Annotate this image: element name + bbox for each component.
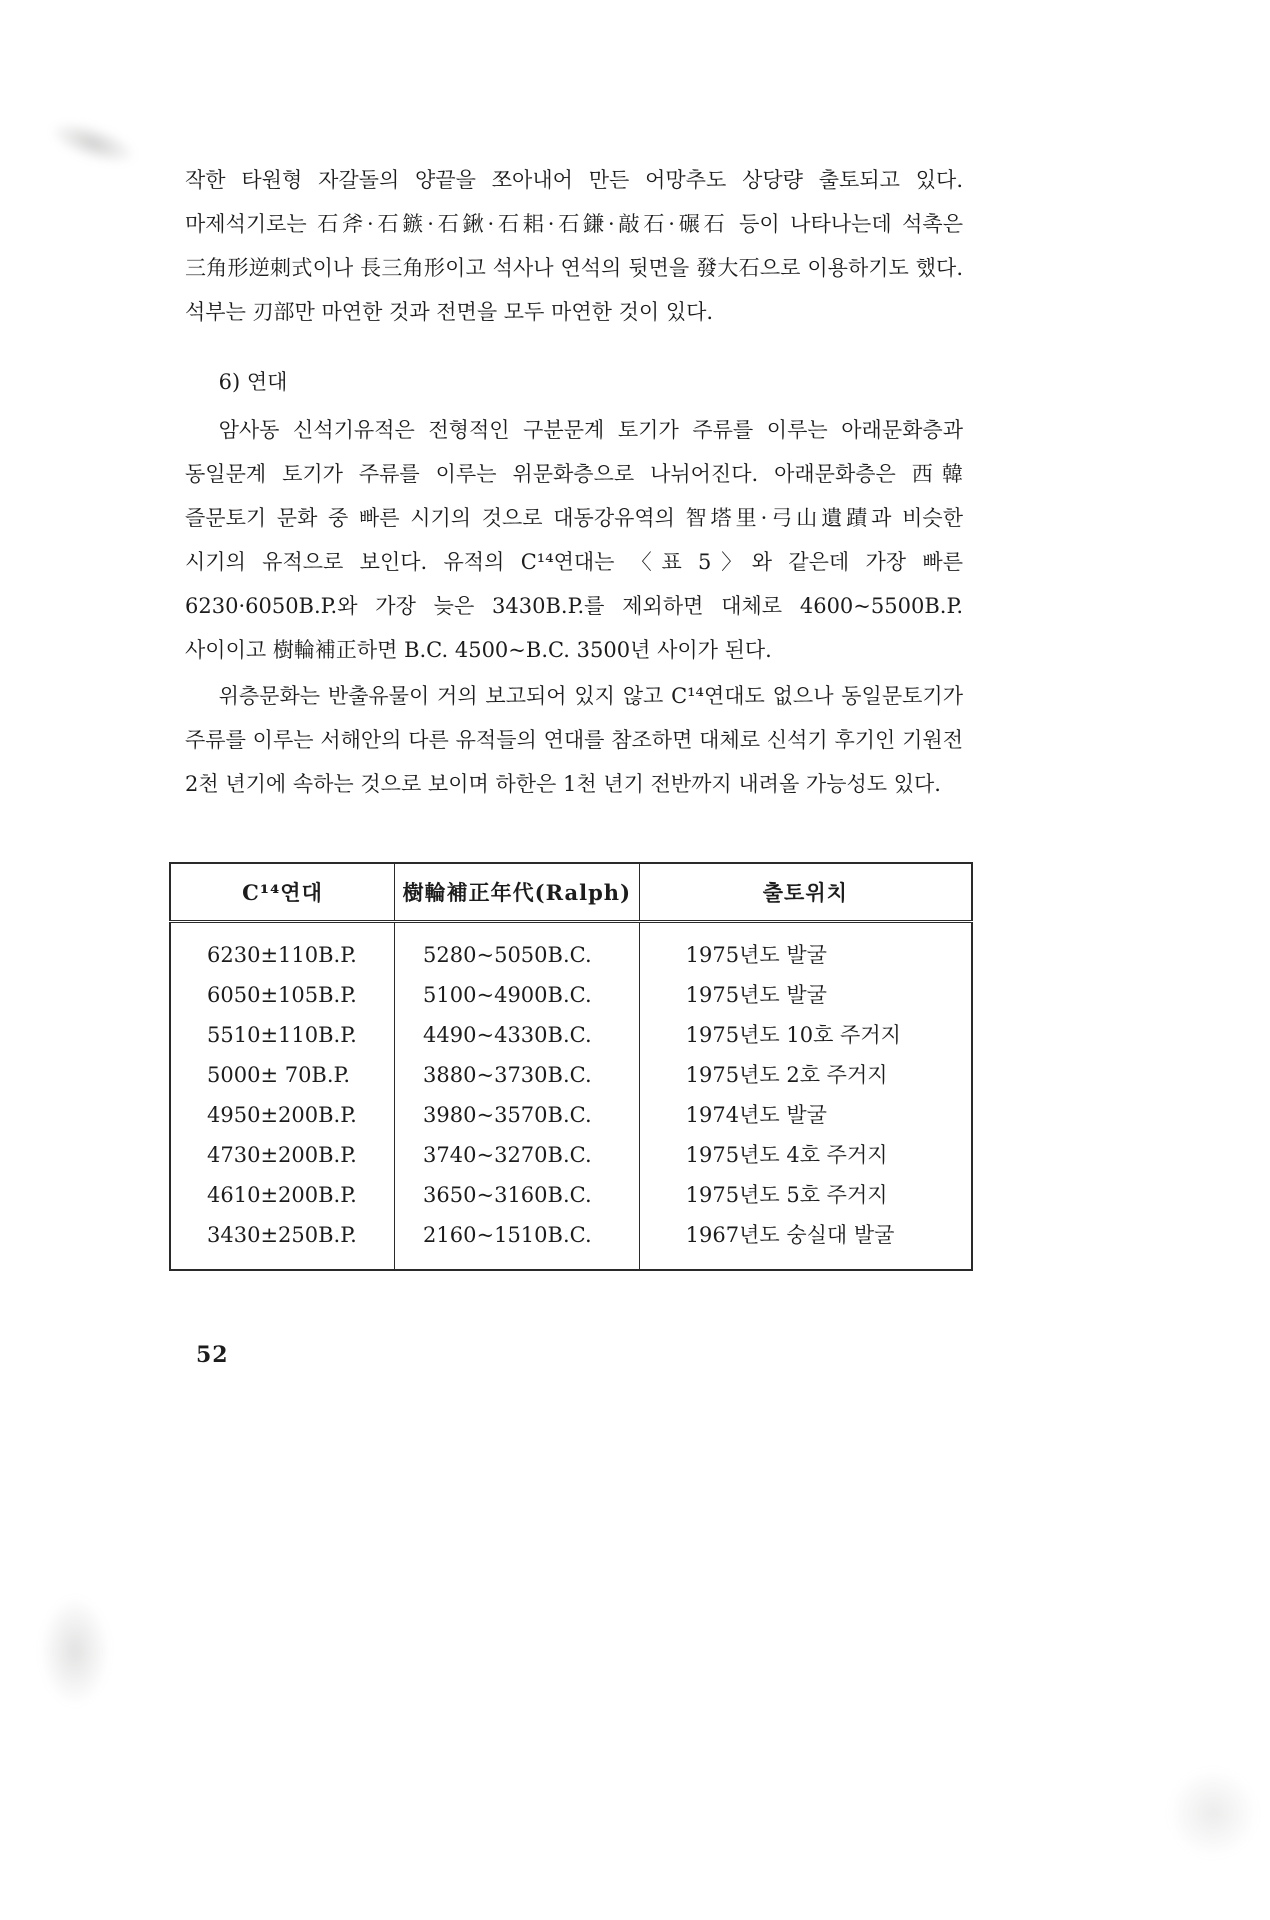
table-header-excavation-location: 출토위치 [639, 863, 972, 922]
cell-corrected-date: 3880~3730B.C. [395, 1055, 640, 1095]
page-content [185, 158, 963, 1271]
cell-c14-date: 5000± 70B.P. [170, 1055, 395, 1095]
page-number: 52 [196, 1342, 229, 1368]
paragraph-upper-culture-layer: 위층문화는 반출유물이 거의 보고되어 있지 않고 C¹⁴연대도 없으나 동일문토기가 주류를 이루는 서해안의 다른 유적들의 연대를 참조하면 대체로 신석기 후기인 기원전 2천 년기에 속하는 것으로 보이며 하한은 1천 년기 전반까지 내려올 가능성도 있다. [185, 684, 963, 796]
paragraph-lower-culture-layer: 암사동 신석기유적은 전형적인 구분문계 토기가 주류를 이루는 아래문화층과 동일문계 토기가 주류를 이루는 위문화층으로 나뉘어진다. 아래문화층은 西韓 즐문토기 문화 중 빠른 시기의 것으로 대동강유역의 智塔里·弓山遺蹟과 비슷한 시기의 유적으로 보인다. 유적의 C¹⁴연대는 〈표 5〉와 같은데 가장 빠른 6230·6050B.P.와 가장 늦은 3430B.P.를 제외하면 대체로 4600~5500B.P. 사이이고 樹輪補正하면 B.C. 4500~B.C. 3500년 사이가 된다. [185, 418, 963, 662]
cell-location: 1975년도 2호 주거지 [685, 1063, 888, 1087]
cell-c14-date: 3430±250B.P. [170, 1215, 395, 1270]
cell-location: 1974년도 발굴 [685, 1103, 827, 1127]
table-row [170, 1015, 972, 1055]
cell-corrected-date: 4490~4330B.C. [395, 1015, 640, 1055]
table-row [170, 1215, 972, 1270]
cell-location: 1975년도 5호 주거지 [685, 1183, 888, 1207]
cell-c14-date: 4950±200B.P. [170, 1095, 395, 1135]
cell-location: 1975년도 발굴 [685, 983, 827, 1007]
cell-c14-date: 4610±200B.P. [170, 1175, 395, 1215]
table-header-dendro-corrected: 樹輪補正年代(Ralph) [395, 863, 640, 922]
c14-dates-table [169, 862, 973, 1271]
table-row [170, 975, 972, 1015]
table-header-c14-date: C¹⁴연대 [170, 863, 395, 922]
scan-artifact [1168, 1768, 1258, 1858]
cell-corrected-date: 3740~3270B.C. [395, 1135, 640, 1175]
cell-location: 1975년도 10호 주거지 [685, 1023, 901, 1047]
scan-artifact [45, 113, 141, 173]
cell-c14-date: 4730±200B.P. [170, 1135, 395, 1175]
cell-c14-date: 5510±110B.P. [170, 1015, 395, 1055]
paragraph-stone-tools: 작한 타원형 자갈돌의 양끝을 쪼아내어 만든 어망추도 상당량 출토되고 있다. 마제석기로는 石斧·石鏃·石鍬·石耜·石鎌·敲石·碾石 등이 나타나는데 석촉은 三角形逆刺式이나 長三角形이고 석사나 연석의 뒷면을 發大石으로 이용하기도 했다. 석부는 刃部만 마연한 것과 전면을 모두 마연한 것이 있다. [185, 168, 963, 324]
cell-corrected-date: 2160~1510B.C. [395, 1215, 640, 1270]
cell-corrected-date: 5100~4900B.C. [395, 975, 640, 1015]
table-row [170, 922, 972, 976]
cell-c14-date: 6050±105B.P. [170, 975, 395, 1015]
cell-location: 1975년도 4호 주거지 [685, 1143, 888, 1167]
section-heading-chronology: 6) 연대 [218, 370, 288, 394]
table-row [170, 1135, 972, 1175]
cell-location: 1967년도 숭실대 발굴 [685, 1223, 895, 1247]
table-header-row [170, 863, 972, 922]
scan-artifact [40, 1596, 110, 1706]
cell-corrected-date: 3980~3570B.C. [395, 1095, 640, 1135]
cell-location: 1975년도 발굴 [685, 943, 827, 967]
table-row [170, 1175, 972, 1215]
table-row [170, 1095, 972, 1135]
cell-corrected-date: 5280~5050B.C. [395, 922, 640, 976]
cell-corrected-date: 3650~3160B.C. [395, 1175, 640, 1215]
cell-c14-date: 6230±110B.P. [170, 922, 395, 976]
table-row [170, 1055, 972, 1095]
